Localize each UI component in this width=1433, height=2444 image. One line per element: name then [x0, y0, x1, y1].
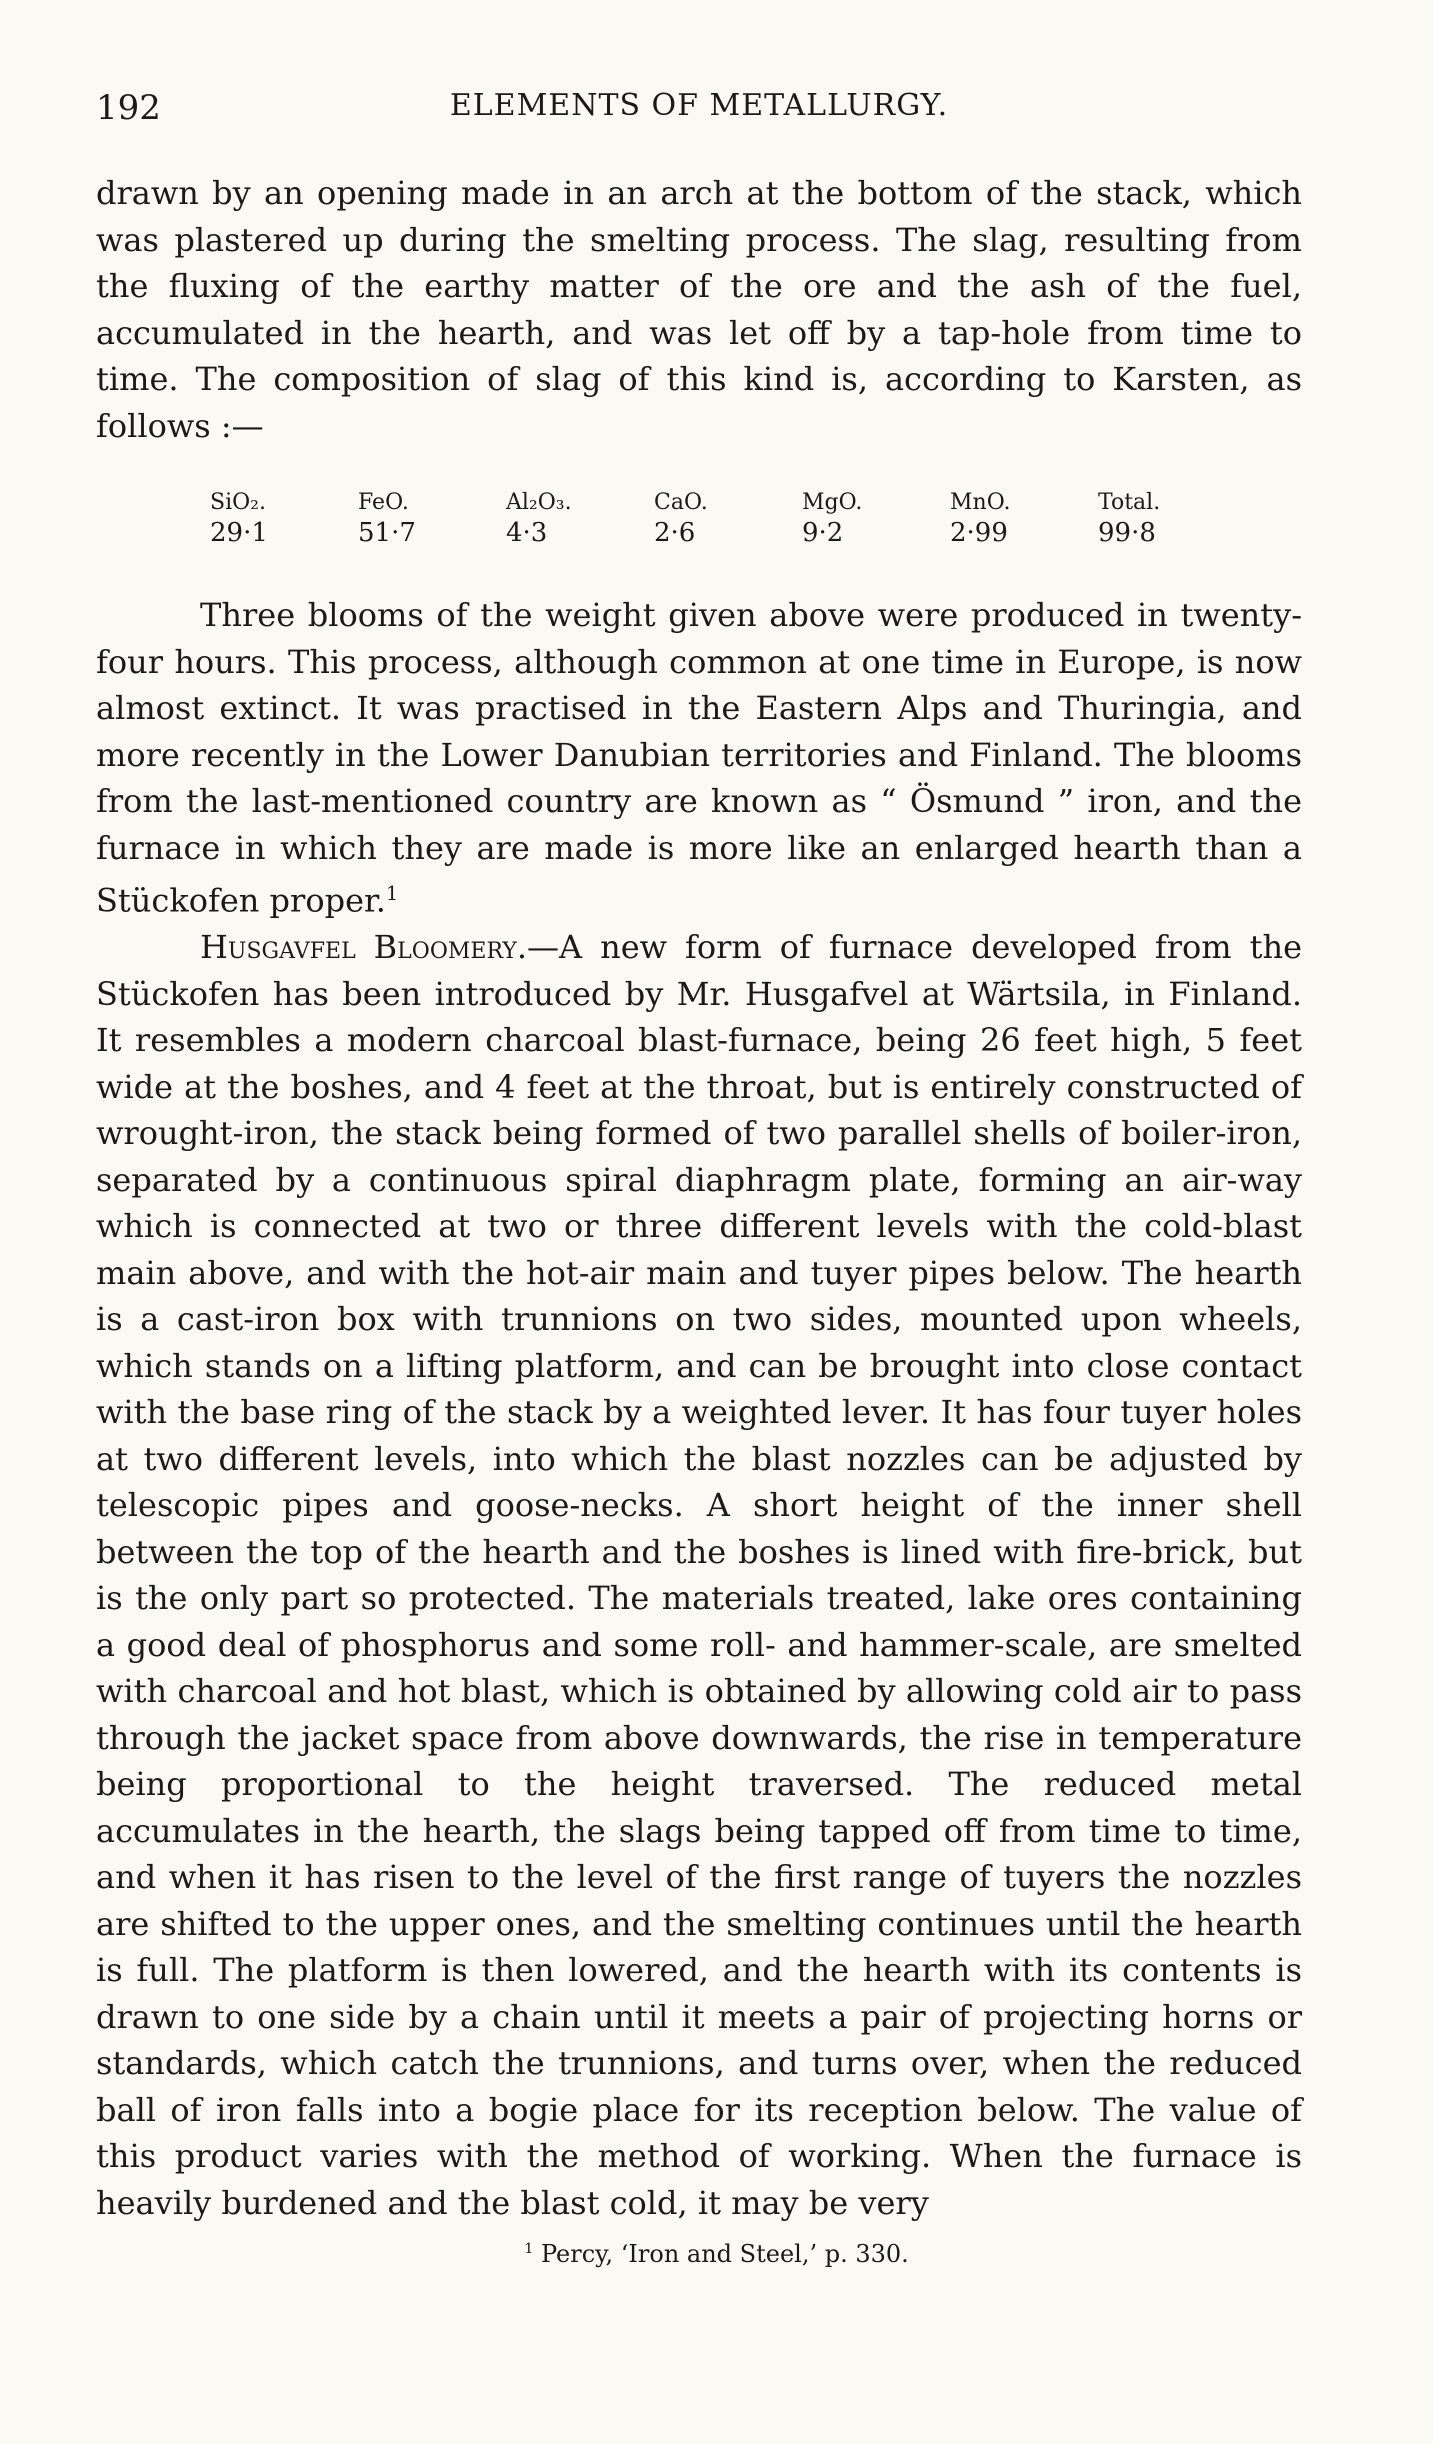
page-number: 192: [96, 88, 161, 128]
value-mno: 2·99: [950, 518, 1008, 548]
value-al2o3: 4·3: [506, 518, 548, 548]
col-cao: CaO.: [654, 489, 708, 515]
value-sio2: 29·1: [210, 518, 268, 548]
table-header-row: [210, 488, 1246, 516]
col-mno: MnO.: [950, 489, 1011, 515]
paragraph-husgavfel-text: —A new form of furnace developed from the Stückofen has been introduced by Mr. Husgafvel at Wärtsila, in Finland. It resembles a modern charcoal blast-furnace, being 26 feet high, 5 feet wide at the boshes, and 4 feet at the throat, but is entirely constructed of wrought-iron, the stack being formed of two parallel shells of boiler-iron, separated by a continuous spiral diaphragm plate, forming an air-way which is connected at two or three different levels with the cold-blast main above, and with the hot-air main and tuyer pipes below. The hearth is a cast-iron box with trunnions on two sides, mounted upon wheels, which stands on a lifting platform, and can be brought into close contact with the base ring of the stack by a weighted lever. It has four tuyer holes at two different levels, into which the blast nozzles can be adjusted by telescopic pipes and goose-necks. A short height of the inner shell between the top of the hearth and the boshes is lined with fire-brick, but is the only part so protected. The materials treated, lake ores containing a good deal of phosphorus and some roll- and hammer-scale, are smelted with charcoal and hot blast, which is obtained by allowing cold air to pass through the jacket space from above downwards, the rise in temperature being proportional to the height traversed. The reduced metal accumulates in the hearth, the slags being tapped off from time to time, and when it has risen to the level of the first range of tuyers the nozzles are shifted to the upper ones, and the smelting continues until the hearth is full. The platform is then lowered, and the hearth with its contents is drawn to one side by a chain until it meets a pair of projecting horns or standards, which catch the trunnions, and turns over, when the reduced ball of iron falls into a bogie place for its reception below. The value of this product varies with the method of working. When the furnace is heavily burdened and the blast cold, it may be very: [96, 928, 1303, 2222]
col-feo: FeO.: [358, 489, 409, 515]
paragraph-blooms-text: Three blooms of the weight given above were produced in twenty-four hours. This process, although common at one time in Europe, is now almost extinct. It was practised in the Eastern Alps and Thuringia, and more recently in the Lower Danubian territories and Finland. The blooms from the last-mentioned country are known as “ Ösmund ” iron, and the furnace in which they are made is more like an enlarged hearth than a Stückofen proper.: [96, 596, 1302, 920]
footnote-ref: 1: [385, 882, 399, 905]
value-cao: 2·6: [654, 518, 696, 548]
footnote-marker: 1: [524, 2241, 534, 2257]
section-heading: Husgavfel Bloomery.: [200, 928, 528, 967]
table-row: [210, 516, 1246, 550]
value-feo: 51·7: [358, 518, 416, 548]
running-title: ELEMENTS OF METALLURGY.: [449, 88, 949, 123]
body-paragraphs: [96, 592, 1302, 2226]
col-al2o3: Al₂O₃.: [506, 489, 572, 515]
paragraph-intro: drawn by an opening made in an arch at the bottom of the stack, which was plastered up during the smelting process. The slag, resulting from the fluxing of the earthy matter of the ore and the ash of the fuel, accumulated in the hearth, and was let off by a tap-hole from time to time. The composition of slag of this kind is, according to Karsten, as follows :—: [96, 174, 1302, 445]
slag-composition-table: [210, 488, 1246, 550]
value-total: 99·8: [1098, 518, 1156, 548]
col-sio2: SiO₂.: [210, 489, 266, 515]
col-mgo: MgO.: [802, 489, 863, 515]
running-head: [96, 88, 1302, 136]
footnote-text: Percy, ‘Iron and Steel,’ p. 330.: [540, 2240, 909, 2268]
paragraph-husgavfel: [96, 924, 1302, 2226]
value-mgo: 9·2: [802, 518, 844, 548]
paragraph-blooms: [96, 592, 1302, 924]
footnote: [0, 2240, 1433, 2268]
col-total: Total.: [1098, 489, 1161, 515]
